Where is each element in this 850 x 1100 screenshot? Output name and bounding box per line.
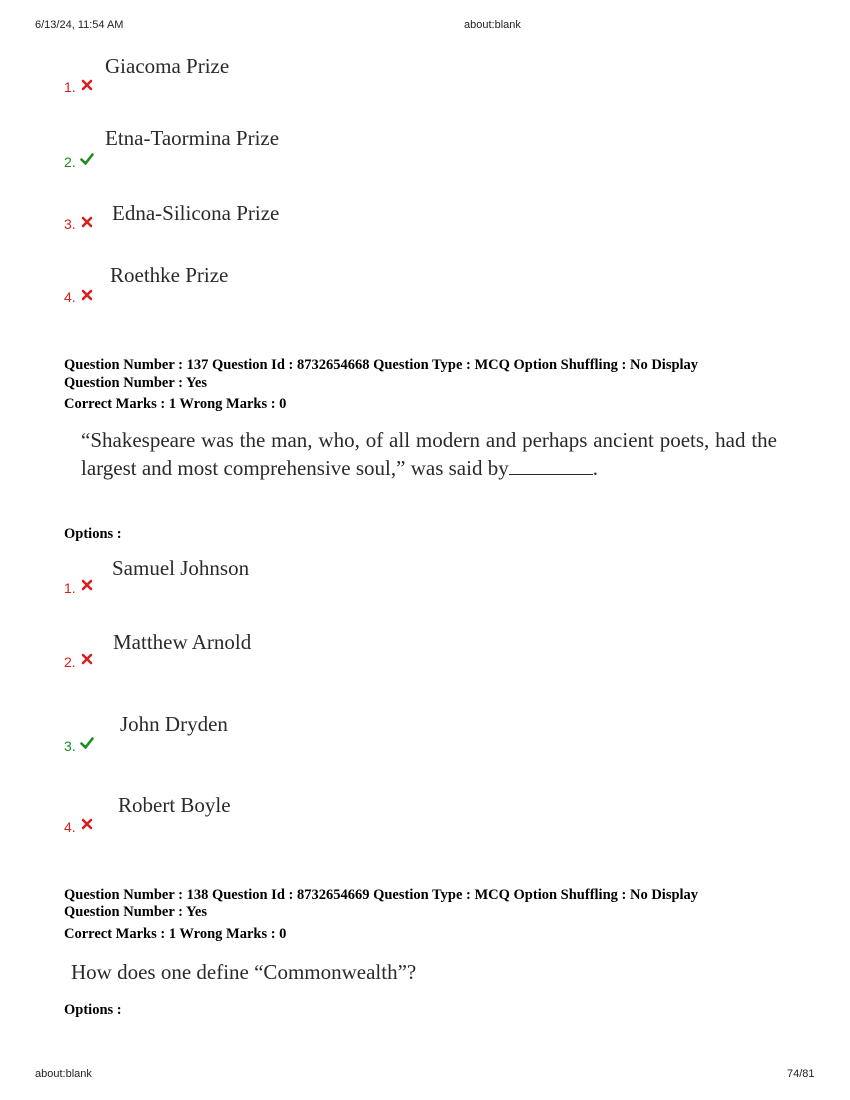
- option-item: [0, 630, 850, 690]
- check-icon: [80, 152, 94, 166]
- question-meta: Question Number : 137 Question Id : 8732654668 Question Type : MCQ Option Shuffling : No Display: [64, 357, 699, 373]
- option-number: 4.: [64, 289, 76, 305]
- question-text: [81, 426, 777, 482]
- answer-blank: [509, 455, 593, 475]
- question-meta: Question Number : 138 Question Id : 8732654669 Question Type : MCQ Option Shuffling : No Display: [64, 887, 699, 903]
- question-meta-continued: Question Number : Yes: [64, 904, 207, 920]
- option-number: 4.: [64, 819, 76, 835]
- option-number: 1.: [64, 580, 76, 596]
- option-text: Samuel Johnson: [112, 556, 250, 580]
- option-item: [0, 126, 850, 186]
- question-text: How does one define “Commonwealth”?: [71, 960, 417, 984]
- option-number: 2.: [64, 154, 76, 170]
- option-text: Matthew Arnold: [113, 630, 252, 654]
- option-text: Giacoma Prize: [105, 54, 230, 78]
- print-date: 6/13/24, 11:54 AM: [35, 19, 124, 31]
- option-item: [0, 712, 850, 772]
- option-number: 3.: [64, 738, 76, 754]
- question-marks: Correct Marks : 1 Wrong Marks : 0: [64, 926, 287, 942]
- option-text: Edna-Silicona Prize: [112, 201, 280, 225]
- option-item: [0, 556, 850, 616]
- cross-icon: [80, 578, 94, 592]
- option-item: [0, 263, 850, 323]
- print-title: about:blank: [464, 19, 521, 31]
- question-meta-continued: Question Number : Yes: [64, 375, 207, 391]
- option-text: Roethke Prize: [110, 263, 229, 287]
- option-text: Robert Boyle: [118, 793, 231, 817]
- cross-icon: [80, 817, 94, 831]
- option-text: John Dryden: [120, 712, 228, 736]
- footer-url: about:blank: [35, 1068, 92, 1080]
- option-number: 3.: [64, 216, 76, 232]
- cross-icon: [80, 288, 94, 302]
- question-text-body: “Shakespeare was the man, who, of all modern and perhaps ancient poets, had the largest and most comprehensive soul,” was said by: [81, 428, 777, 480]
- options-label: Options :: [64, 1002, 122, 1018]
- footer-page-number: 74/81: [787, 1068, 815, 1080]
- option-item: [0, 54, 850, 114]
- option-text: Etna-Taormina Prize: [105, 126, 280, 150]
- option-item: [0, 201, 850, 261]
- option-number: 2.: [64, 654, 76, 670]
- option-number: 1.: [64, 79, 76, 95]
- check-icon: [80, 736, 94, 750]
- options-label: Options :: [64, 526, 122, 542]
- cross-icon: [80, 215, 94, 229]
- question-text-end: .: [592, 456, 598, 480]
- question-marks: Correct Marks : 1 Wrong Marks : 0: [64, 396, 287, 412]
- cross-icon: [80, 652, 94, 666]
- cross-icon: [80, 78, 94, 92]
- option-item: [0, 793, 850, 853]
